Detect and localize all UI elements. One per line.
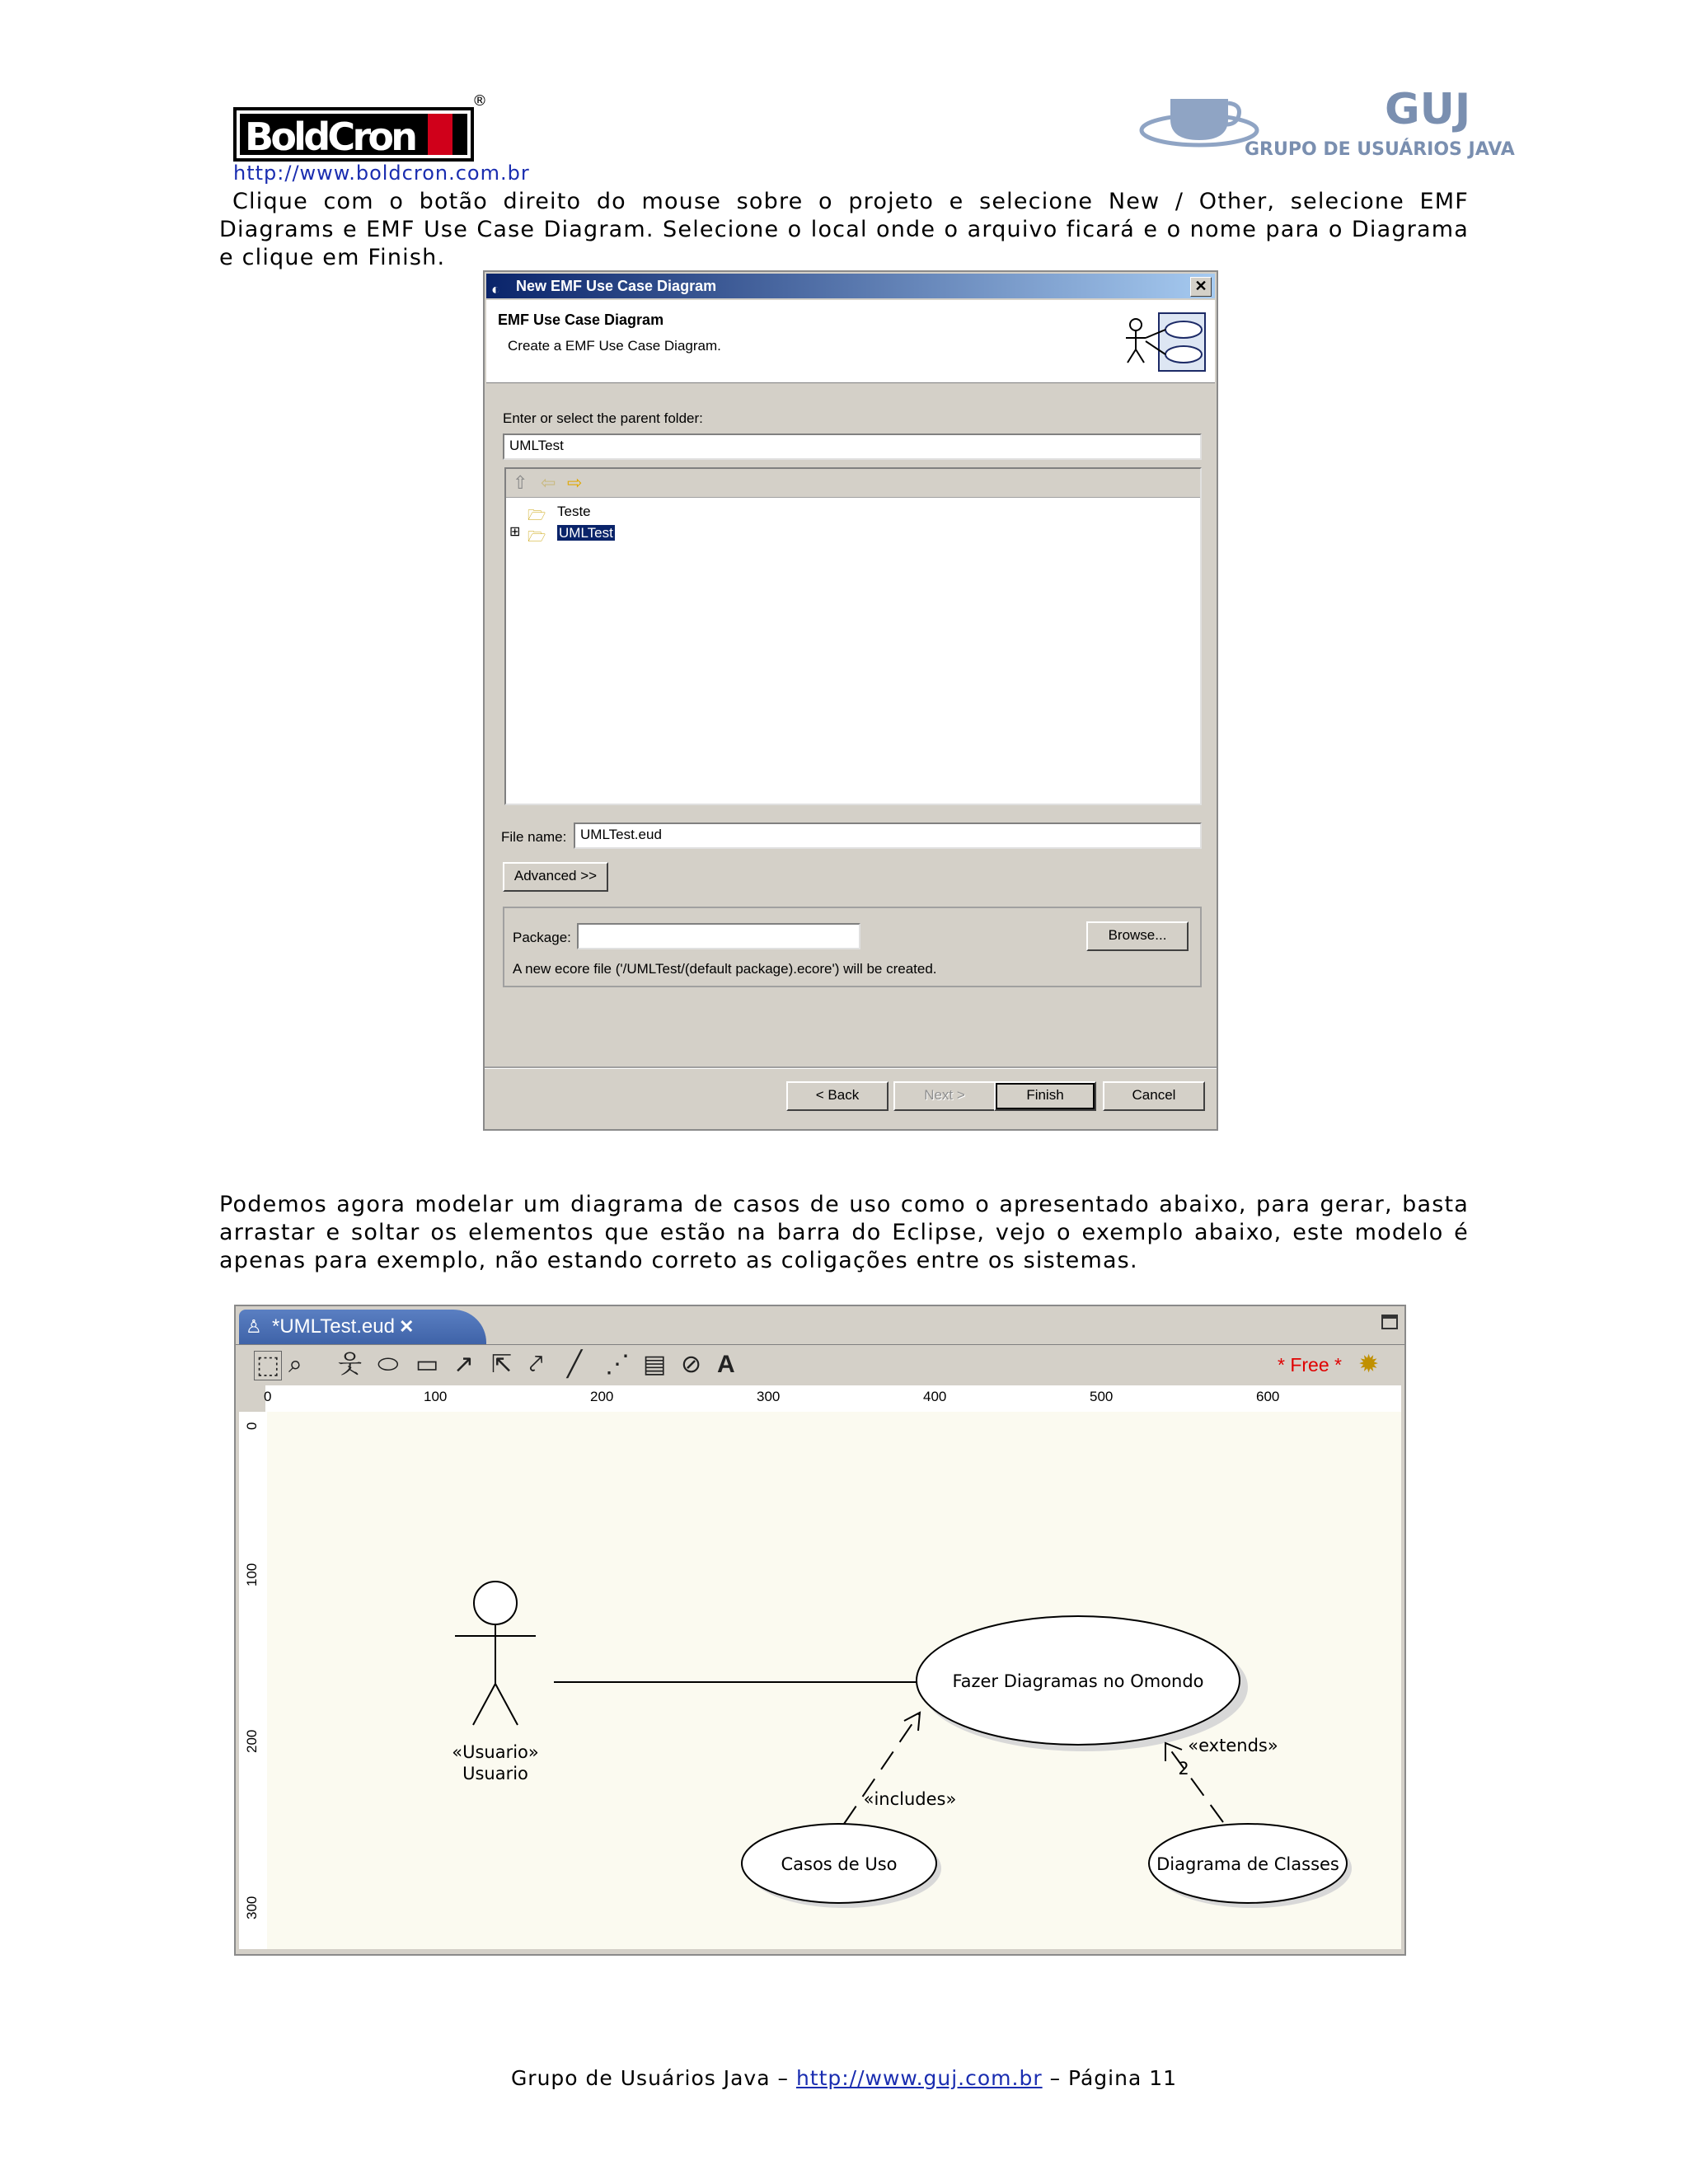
paragraph-modeling: Podemos agora modelar um diagrama de casos de uso como o apresentado abaixo, para gerar, basta arrastar e soltar os elementos que estão na barra do Eclipse, vejo o exemplo abaixo, este modelo é apenas para exemplo, não estando correto as coligações entre os sistemas. [219, 1192, 1469, 1273]
tree-item-umltest-label: UMLTest [559, 525, 613, 541]
zoom-icon[interactable]: ⌕ [288, 1351, 302, 1378]
back-button[interactable]: < Back [786, 1081, 889, 1111]
dialog-header [486, 300, 1215, 383]
ruler-top-tick: 600 [1256, 1389, 1280, 1404]
dialog-separator [485, 1066, 1217, 1069]
usecase-main-label: Fazer Diagramas no Omondo [952, 1671, 1204, 1691]
guj-logo-title: GUJ [1385, 85, 1471, 134]
registered-mark: ® [472, 92, 487, 110]
usecase-file-icon: ♙ [246, 1316, 262, 1337]
extends-multiplicity: 2 [1178, 1759, 1189, 1779]
browse-button[interactable]: Browse... [1086, 921, 1189, 951]
includes-label: «includes» [863, 1789, 957, 1809]
line-tool-icon[interactable]: ╱ [567, 1351, 583, 1378]
close-button[interactable]: ✕ [1190, 277, 1212, 297]
ruler-left-tick: 300 [244, 1896, 260, 1919]
boldcron-logo [233, 89, 490, 163]
paragraph-instructions: Clique com o botão direito do mouse sobre o projeto e selecione New / Other, selecione EMF Diagrams e EMF Use Case Diagram. Selecione o local onde o arquivo ficará e o nome para o Diagrama e clique em Finish. [219, 189, 1469, 270]
guj-logo [1137, 82, 1515, 165]
footer-prefix: Grupo de Usuários Java – [510, 2066, 789, 2090]
ruler-top-tick: 400 [923, 1389, 947, 1404]
ruler-top-tick: 300 [757, 1389, 781, 1404]
footer-suffix: – Página 11 [1049, 2066, 1178, 2090]
ruler-top-tick: 200 [590, 1389, 614, 1404]
ruler-left [239, 1412, 268, 1949]
diagram-palette [239, 1346, 1401, 1385]
footer-link[interactable]: http://www.guj.com.br [795, 2066, 1043, 2090]
dependency-tool-icon[interactable]: ⤤ [529, 1351, 543, 1378]
editor-tab-title: *UMLTest.eud [272, 1315, 395, 1338]
generalization-tool-icon[interactable]: ⇱ [491, 1351, 513, 1378]
tree-toolbar [506, 469, 1200, 498]
ruler-left-tick: 100 [244, 1563, 260, 1586]
diagram-canvas[interactable] [267, 1412, 1401, 1949]
usecase-tool-icon[interactable]: ⬭ [377, 1351, 399, 1378]
includes-arrowhead [904, 1713, 920, 1731]
guj-logo-subtitle: GRUPO DE USUÁRIOS JAVA [1245, 139, 1515, 160]
parent-folder-label: Enter or select the parent folder: [503, 410, 703, 426]
folder-icon: 🗁 [528, 507, 546, 523]
usecase-left-label: Casos de Uso [781, 1854, 898, 1874]
text-tool-icon[interactable]: A [717, 1351, 735, 1378]
actor-stereotype: «Usuario» [452, 1742, 539, 1762]
ecore-note: A new ecore file ('/UMLTest/(default package).ecore') will be created. [513, 961, 937, 977]
package-label: Package: [513, 930, 571, 945]
dialog-titlebar [486, 274, 1215, 298]
ruler-top-tick: 100 [424, 1389, 448, 1404]
usecase-wizard-icon [1121, 308, 1212, 374]
association-tool-icon[interactable]: ↗ [453, 1351, 475, 1378]
note-tool-icon[interactable]: ▤ [643, 1351, 667, 1378]
next-button[interactable]: Next > [893, 1081, 996, 1111]
file-name-label: File name: [501, 829, 567, 845]
forward-arrow-icon[interactable]: ⇨ [567, 472, 583, 493]
cancel-button[interactable]: Cancel [1103, 1081, 1205, 1111]
eclipse-editor [234, 1305, 1406, 1956]
note-link-tool-icon[interactable]: ⊘ [681, 1351, 702, 1378]
tree-item-umltest[interactable] [557, 525, 615, 541]
tree-item-teste[interactable]: Teste [557, 504, 591, 519]
parent-folder-input[interactable]: UMLTest [503, 434, 1202, 460]
folder-tree[interactable] [504, 467, 1202, 805]
file-name-input[interactable]: UMLTest.eud [574, 823, 1202, 849]
expand-icon[interactable]: ⊞ [509, 525, 521, 539]
back-arrow-icon[interactable]: ⇦ [541, 472, 556, 493]
maximize-icon[interactable] [1381, 1315, 1398, 1329]
dialog-title: New EMF Use Case Diagram [516, 278, 717, 294]
actor-name: Usuario [462, 1764, 528, 1783]
editor-tabbar [236, 1306, 1404, 1345]
finish-button[interactable]: Finish [994, 1081, 1096, 1111]
dashed-line-tool-icon[interactable]: ⋰ [605, 1351, 630, 1378]
folder-icon: 🗁 [528, 528, 546, 545]
usecase-right-label: Diagrama de Classes [1156, 1854, 1339, 1874]
ruler-top-tick: 500 [1090, 1389, 1114, 1404]
boldcron-url[interactable]: http://www.boldcron.com.br [233, 162, 530, 185]
tab-close-icon[interactable]: ✕ [399, 1316, 415, 1337]
actor-usuario[interactable] [455, 1582, 536, 1725]
editor-tab[interactable] [239, 1310, 486, 1344]
select-icon[interactable]: ⬚ [254, 1351, 282, 1380]
free-label: * Free * [1278, 1354, 1342, 1376]
ruler-left-tick: 200 [244, 1729, 260, 1753]
page-footer [0, 2066, 1688, 2090]
eclipse-icon: ◐ [491, 281, 500, 298]
header-description: Create a EMF Use Case Diagram. [508, 338, 721, 354]
extends-label: «extends» [1188, 1736, 1278, 1755]
ruler-top-tick: 0 [264, 1389, 272, 1404]
package-input[interactable] [577, 923, 860, 949]
ruler-top [265, 1385, 1401, 1413]
omondo-sun-icon[interactable]: ✹ [1358, 1351, 1380, 1378]
actor-tool-icon[interactable]: 웃 [338, 1351, 362, 1378]
header-title: EMF Use Case Diagram [498, 312, 664, 328]
system-tool-icon[interactable]: ▭ [415, 1351, 439, 1378]
boldcron-logo-text: BoldCron [245, 115, 418, 159]
new-emf-dialog [483, 270, 1218, 1131]
advanced-button[interactable]: Advanced >> [503, 862, 608, 892]
ruler-left-tick: 0 [244, 1422, 260, 1430]
go-up-icon[interactable]: ⇧ [513, 472, 528, 493]
